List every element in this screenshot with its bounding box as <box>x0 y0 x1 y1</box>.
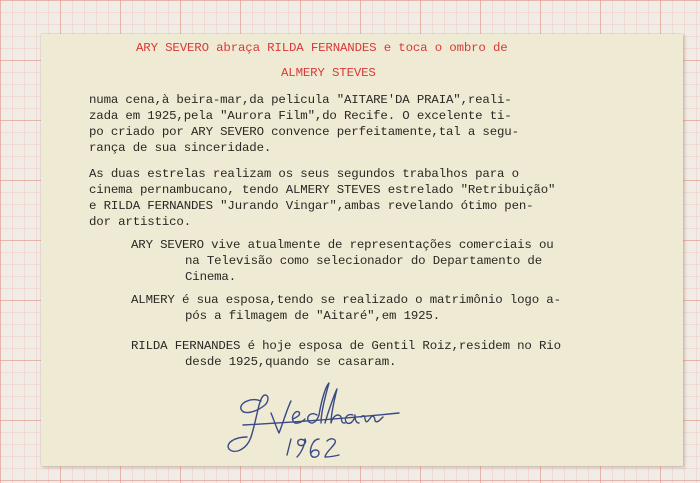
paragraph-5-line-1: RILDA FERNANDES é hoje esposa de Gentil Roiz,residem no Rio <box>131 339 561 353</box>
paragraph-2-line-4: dor artistico. <box>89 215 191 229</box>
document-card <box>41 34 683 466</box>
caption-line-2: ALMERY STEVES <box>281 66 376 80</box>
paragraph-2-line-1: As duas estrelas realizam os seus segundos trabalhos para o <box>89 167 519 181</box>
handwritten-signature <box>221 379 411 459</box>
paragraph-4-line-1: ALMERY é sua esposa,tendo se realizado o matrimônio logo a- <box>131 293 561 307</box>
paragraph-5-line-2: desde 1925,quando se casaram. <box>185 355 397 369</box>
paragraph-1-line-1: numa cena,à beira-mar,da pelicula "AITARE'DA PRAIA",reali- <box>89 93 512 107</box>
paragraph-1-line-3: po criado por ARY SEVERO convence perfeitamente,tal a segu- <box>89 125 519 139</box>
caption-line-1: ARY SEVERO abraça RILDA FERNANDES e toca o ombro de <box>136 41 508 55</box>
paragraph-2-line-3: e RILDA FERNANDES "Jurando Vingar",ambas revelando ótimo pen- <box>89 199 534 213</box>
paragraph-3-line-1: ARY SEVERO vive atualmente de representações comerciais ou <box>131 238 554 252</box>
paragraph-3-line-3: Cinema. <box>185 270 236 284</box>
paragraph-3-line-2: na Televisão como selecionador do Departamento de <box>185 254 542 268</box>
paragraph-2-line-2: cinema pernambucano, tendo ALMERY STEVES estrelado "Retribuição" <box>89 183 556 197</box>
paragraph-1-line-2: zada em 1925,pela "Aurora Film",do Recife. O excelente ti- <box>89 109 512 123</box>
paragraph-1-line-4: rança de sua sinceridade. <box>89 141 272 155</box>
paragraph-4-line-2: pós a filmagem de "Aitaré",em 1925. <box>185 309 440 323</box>
